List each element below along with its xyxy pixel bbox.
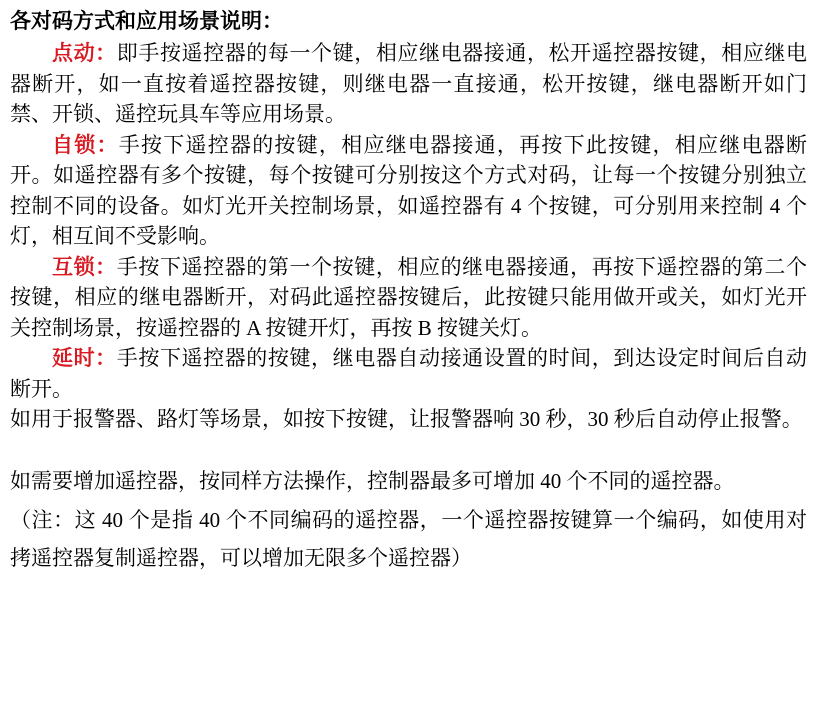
section-text-zisuo: 手按下遥控器的按键，相应继电器接通，再按下此按键，相应继电器断开。如遥控器有多个按键，每个按键可分别按这个方式对码，让每一个按键分别独立控制不同的设备。如灯光开关控制场景，如遥控器有 4 个按键，可分别用来控制 4 个灯，相互间不受影响。 [10,132,808,248]
section-keyword-zisuo: 自锁： [52,132,119,157]
add-remote-paragraph: 如需要增加遥控器，按同样方法操作，控制器最多可增加 40 个不同的遥控器。 [10,468,735,493]
section-keyword-husuo: 互锁： [52,254,117,279]
section-text-husuo: 手按下遥控器的第一个按键，相应的继电器接通，再按下遥控器的第二个按键，相应的继电器断开，对码此遥控器按键后，此按键只能用做开或关，如灯光开关控制场景，按遥控器的 A 按键开灯，再按 B 按键关灯。 [10,254,807,340]
document-title: 各对码方式和应用场景说明： [10,9,283,33]
section-paragraph-dongdong [10,38,807,130]
section-text-dongdong: 即手按遥控器的每一个键，相应继电器接通，松开遥控器按键，相应继电器断开，如一直按着遥控器按键，则继电器一直接通，松开按键，继电器断开如门禁、开锁、遥控玩具车等应用场景。 [10,41,807,126]
section-keyword-dongdong: 点动： [52,41,117,65]
section-keyword-yanshi: 延时： [52,346,117,370]
section-paragraph-zisuo [10,130,807,252]
note-paragraph: （注：这 40 个是指 40 个不同编码的遥控器，一个遥控器按键算一个编码，如使用对拷遥控器复制遥控器，可以增加无限多个遥控器） [10,507,807,570]
paragraph-spacer [10,435,807,461]
section-paragraph-yanshi [10,343,807,404]
section-text-yanshi: 手按下遥控器的按键，继电器自动接通设置的时间，到达设定时间后自动断开。 [10,346,807,401]
section-paragraph-husuo [10,252,807,344]
trailing-paragraph: 如用于报警器、路灯等场景，如按下按键，让报警器响 30 秒，30 秒后自动停止报警。 [10,407,803,431]
